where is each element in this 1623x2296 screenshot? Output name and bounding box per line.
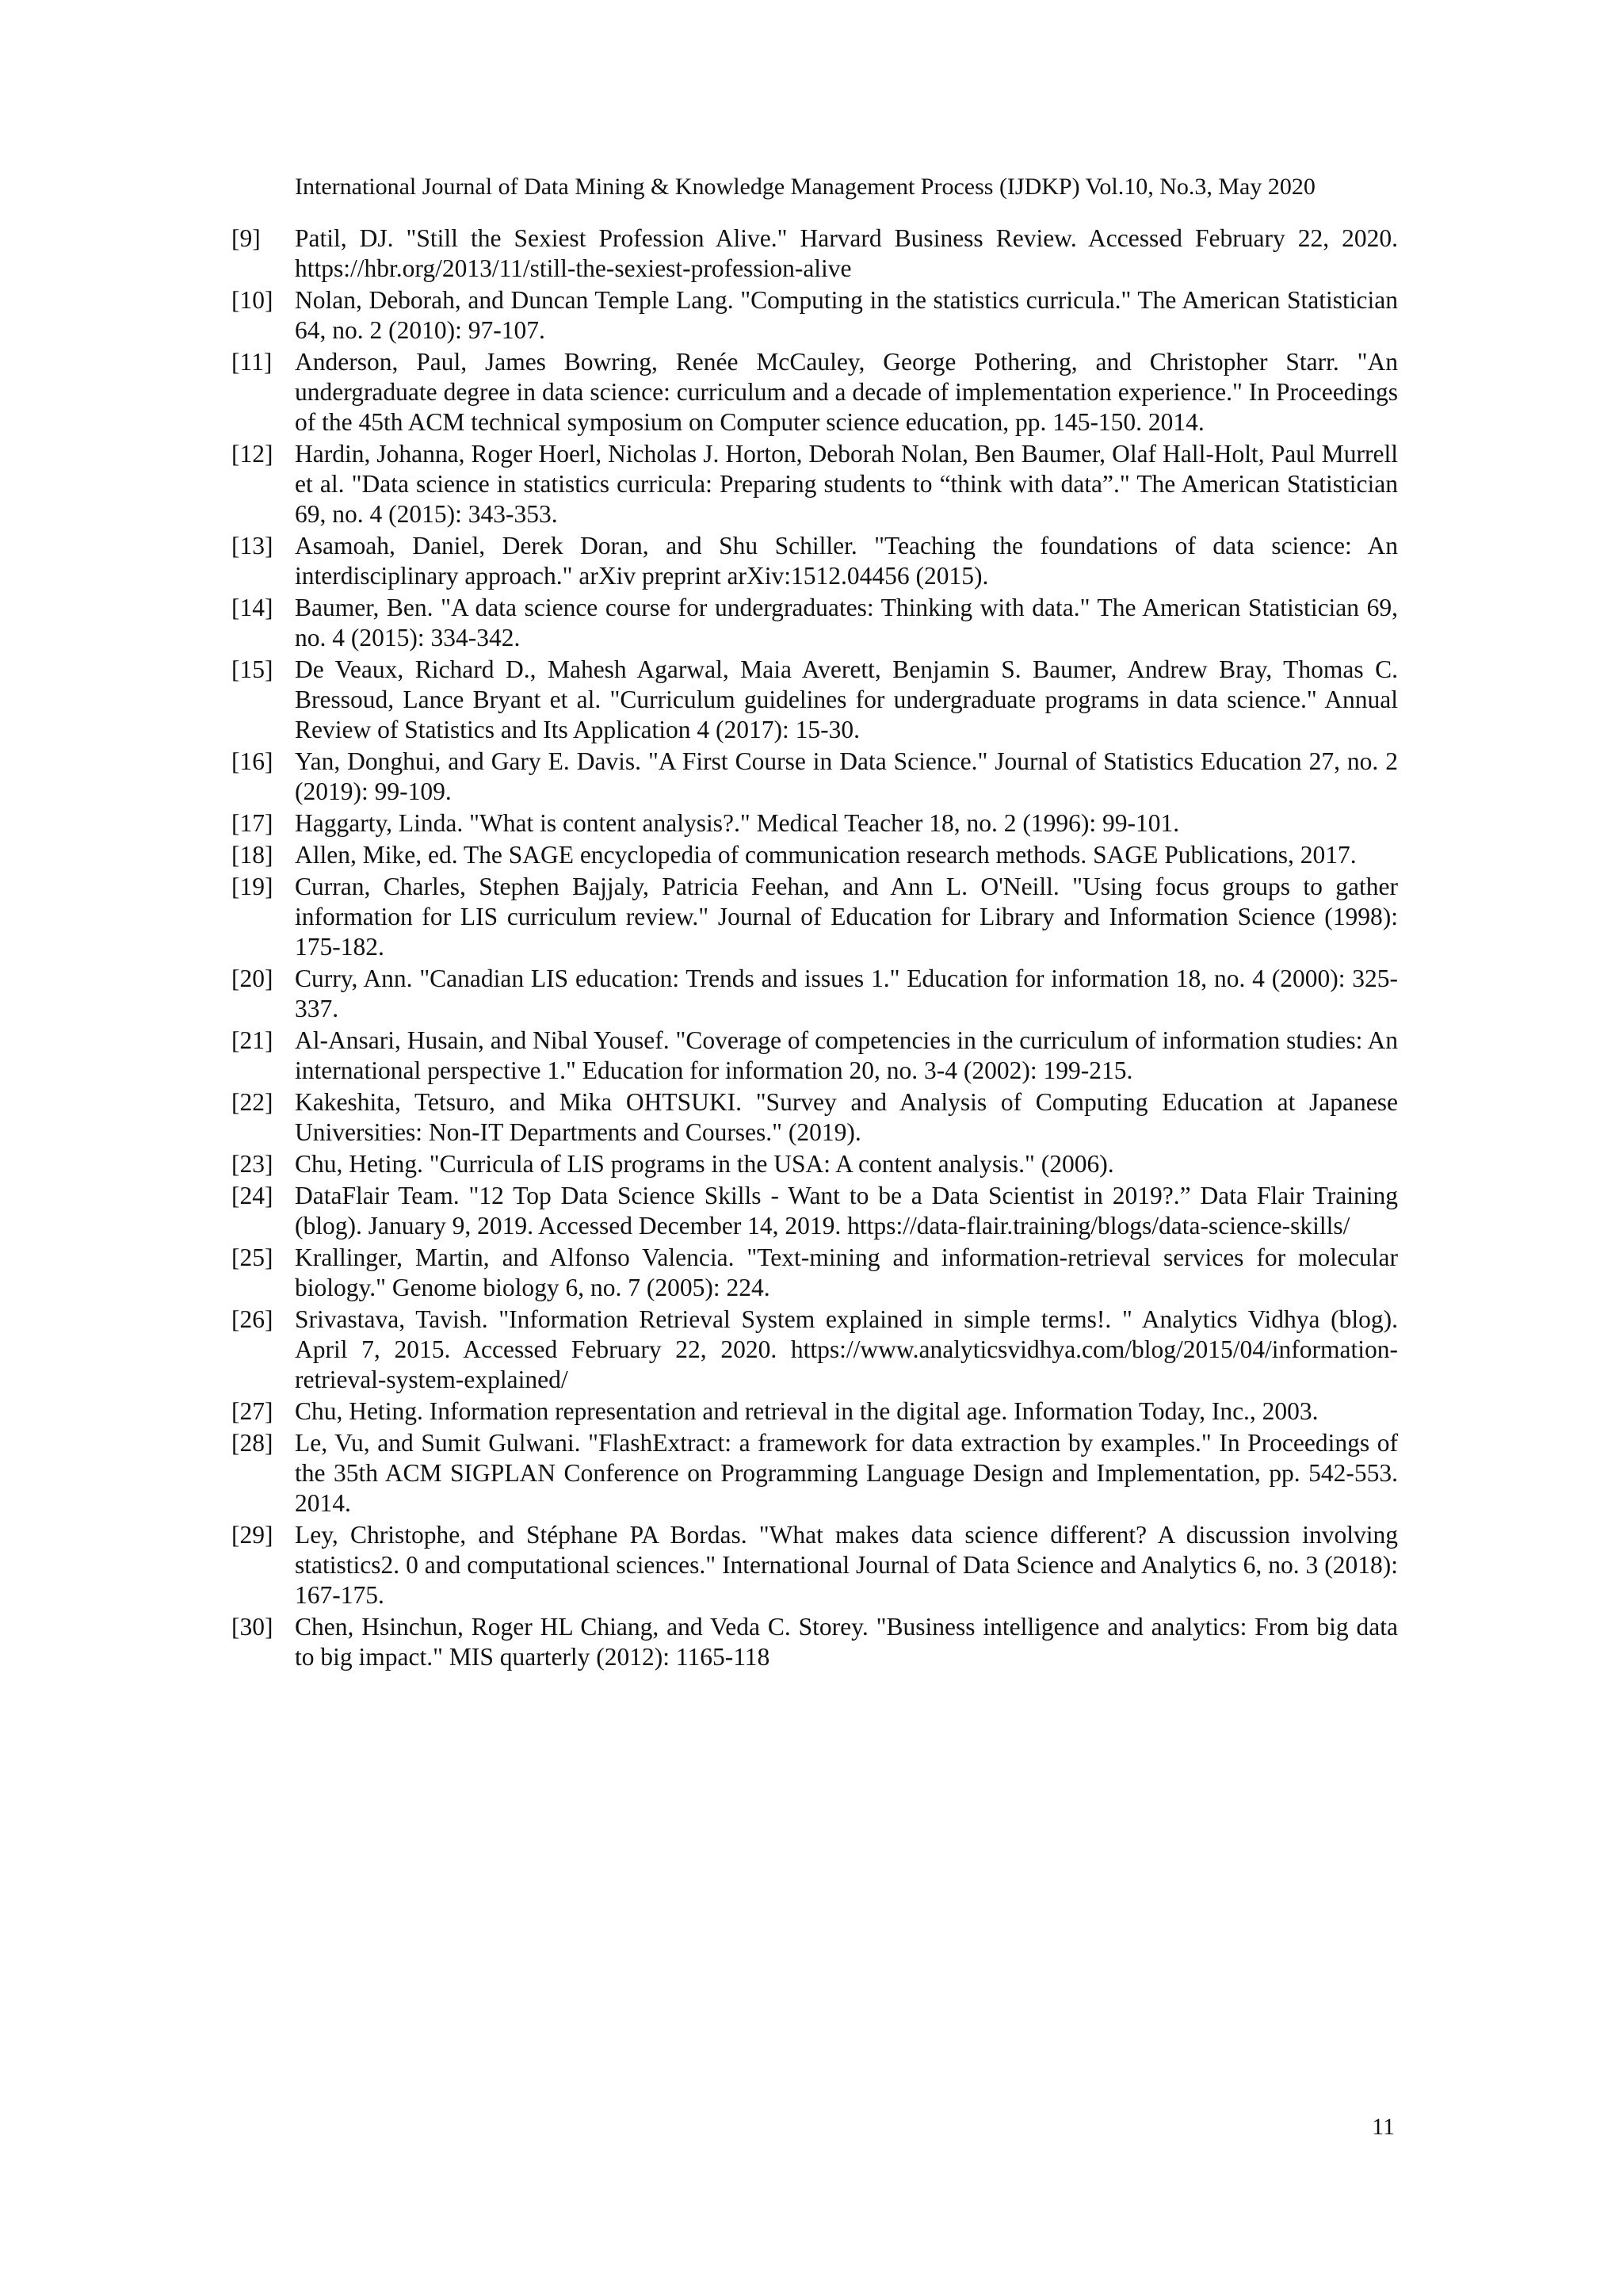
reference-item: [0, 1181, 1623, 1241]
reference-text: Curran, Charles, Stephen Bajjaly, Patricia Feehan, and Ann L. O'Neill. "Using focus groups to gather information for LIS curriculum review." Journal of Education for Library and Information Science (1998): 175-182.: [295, 873, 1398, 961]
reference-item: [0, 655, 1623, 745]
reference-text: Kakeshita, Tetsuro, and Mika OHTSUKI. "Survey and Analysis of Computing Education at Japanese Universities: Non-IT Departments and Courses." (2019).: [295, 1088, 1398, 1146]
reference-number: [21]: [231, 1026, 273, 1054]
reference-text: Chu, Heting. "Curricula of LIS programs in the USA: A content analysis." (2006).: [295, 1150, 1114, 1178]
running-header: International Journal of Data Mining & Knowledge Management Process (IJDKP) Vol.10, No.3, May 2020: [295, 174, 1316, 200]
reference-text: Chu, Heting. Information representation and retrieval in the digital age. Information Today, Inc., 2003.: [295, 1397, 1319, 1425]
reference-number: [10]: [231, 286, 273, 314]
reference-item: [0, 285, 1623, 346]
reference-text: Haggarty, Linda. "What is content analysis?." Medical Teacher 18, no. 2 (1996): 99-101.: [295, 809, 1180, 837]
reference-item: [0, 872, 1623, 962]
reference-item: [0, 1305, 1623, 1395]
reference-number: [24]: [231, 1182, 273, 1209]
reference-list: [0, 223, 1623, 1674]
reference-item: [0, 1026, 1623, 1086]
reference-number: [11]: [231, 348, 273, 376]
reference-text: Curry, Ann. "Canadian LIS education: Trends and issues 1." Education for information 18, no. 4 (2000): 325-337.: [295, 965, 1398, 1022]
reference-number: [27]: [231, 1397, 273, 1425]
reference-number: [16]: [231, 747, 273, 775]
reference-text: Ley, Christophe, and Stéphane PA Bordas. "What makes data science different? A discussion involving statistics2. 0 and computational sciences." International Journal of Data Science and Analytics 6, no. 3 (2018): 167-175.: [295, 1521, 1398, 1609]
reference-text: De Veaux, Richard D., Mahesh Agarwal, Maia Averett, Benjamin S. Baumer, Andrew Bray, Thomas C. Bressoud, Lance Bryant et al. "Curriculum guidelines for undergraduate programs in data science." Annual Review of Statistics and Its Application 4 (2017): 15-30.: [295, 655, 1398, 743]
reference-text: Chen, Hsinchun, Roger HL Chiang, and Veda C. Storey. "Business intelligence and analytics: From big data to big impact." MIS quarterly (2012): 1165-118: [295, 1613, 1398, 1671]
reference-item: [0, 223, 1623, 284]
reference-text: Hardin, Johanna, Roger Hoerl, Nicholas J. Horton, Deborah Nolan, Ben Baumer, Olaf Hall-Holt, Paul Murrell et al. "Data science in statistics curricula: Preparing students to “think with data”." The American Statistician 69, no. 4 (2015): 343-353.: [295, 440, 1398, 528]
reference-item: [0, 808, 1623, 839]
reference-text: Baumer, Ben. "A data science course for undergraduates: Thinking with data." The American Statistician 69, no. 4 (2015): 334-342.: [295, 594, 1398, 651]
reference-item: [0, 840, 1623, 870]
reference-number: [28]: [231, 1429, 273, 1457]
reference-item: [0, 1149, 1623, 1179]
reference-text: Asamoah, Daniel, Derek Doran, and Shu Schiller. "Teaching the foundations of data science: An interdisciplinary approach." arXiv preprint arXiv:1512.04456 (2015).: [295, 532, 1398, 590]
reference-number: [20]: [231, 965, 273, 992]
reference-number: [25]: [231, 1244, 273, 1271]
reference-text: Yan, Donghui, and Gary E. Davis. "A First Course in Data Science." Journal of Statistics Education 27, no. 2 (2019): 99-109.: [295, 747, 1398, 805]
reference-number: [19]: [231, 873, 273, 900]
reference-number: [9]: [231, 224, 261, 252]
reference-text: Al-Ansari, Husain, and Nibal Yousef. "Coverage of competencies in the curriculum of information studies: An international perspective 1." Education for information 20, no. 3-4 (2002): 199-215.: [295, 1026, 1398, 1084]
reference-item: [0, 1396, 1623, 1427]
reference-item: [0, 531, 1623, 591]
reference-number: [29]: [231, 1521, 273, 1549]
reference-text: Srivastava, Tavish. "Information Retrieval System explained in simple terms!. " Analytics Vidhya (blog). April 7, 2015. Accessed February 22, 2020. https://www.analyticsvidhya.com/blog/2015/04/information-retrieval-system-explained/: [295, 1305, 1398, 1393]
reference-item: [0, 747, 1623, 807]
reference-number: [15]: [231, 655, 273, 683]
reference-number: [13]: [231, 532, 273, 560]
reference-number: [14]: [231, 594, 273, 621]
reference-number: [26]: [231, 1305, 273, 1333]
reference-number: [22]: [231, 1088, 273, 1116]
reference-text: Le, Vu, and Sumit Gulwani. "FlashExtract: a framework for data extraction by examples." In Proceedings of the 35th ACM SIGPLAN Conference on Programming Language Design and Implementation, pp. 542-553. 2014.: [295, 1429, 1398, 1517]
reference-number: [23]: [231, 1150, 273, 1178]
reference-item: [0, 347, 1623, 437]
reference-text: Allen, Mike, ed. The SAGE encyclopedia of communication research methods. SAGE Publications, 2017.: [295, 841, 1357, 869]
reference-text: Patil, DJ. "Still the Sexiest Profession Alive." Harvard Business Review. Accessed February 22, 2020. https://hbr.org/2013/11/still-the-sexiest-profession-alive: [295, 224, 1398, 282]
reference-text: Anderson, Paul, James Bowring, Renée McCauley, George Pothering, and Christopher Starr. "An undergraduate degree in data science: curriculum and a decade of implementation experience." In Proceedings of the 45th ACM technical symposium on Computer science education, pp. 145-150. 2014.: [295, 348, 1398, 436]
reference-item: [0, 1243, 1623, 1303]
reference-number: [18]: [231, 841, 273, 869]
reference-item: [0, 439, 1623, 529]
reference-text: Nolan, Deborah, and Duncan Temple Lang. "Computing in the statistics curricula." The American Statistician 64, no. 2 (2010): 97-107.: [295, 286, 1398, 344]
reference-number: [17]: [231, 809, 273, 837]
reference-item: [0, 964, 1623, 1024]
reference-number: [12]: [231, 440, 273, 468]
reference-number: [30]: [231, 1613, 273, 1641]
reference-text: DataFlair Team. "12 Top Data Science Skills - Want to be a Data Scientist in 2019?.” Data Flair Training (blog). January 9, 2019. Accessed December 14, 2019. https://data-flair.training/blogs/data-science-skills/: [295, 1182, 1398, 1240]
reference-item: [0, 1520, 1623, 1610]
reference-text: Krallinger, Martin, and Alfonso Valencia. "Text-mining and information-retrieval services for molecular biology." Genome biology 6, no. 7 (2005): 224.: [295, 1244, 1398, 1301]
reference-item: [0, 593, 1623, 653]
page-number: 11: [1372, 2114, 1395, 2140]
reference-item: [0, 1428, 1623, 1519]
reference-item: [0, 1612, 1623, 1672]
reference-item: [0, 1087, 1623, 1148]
